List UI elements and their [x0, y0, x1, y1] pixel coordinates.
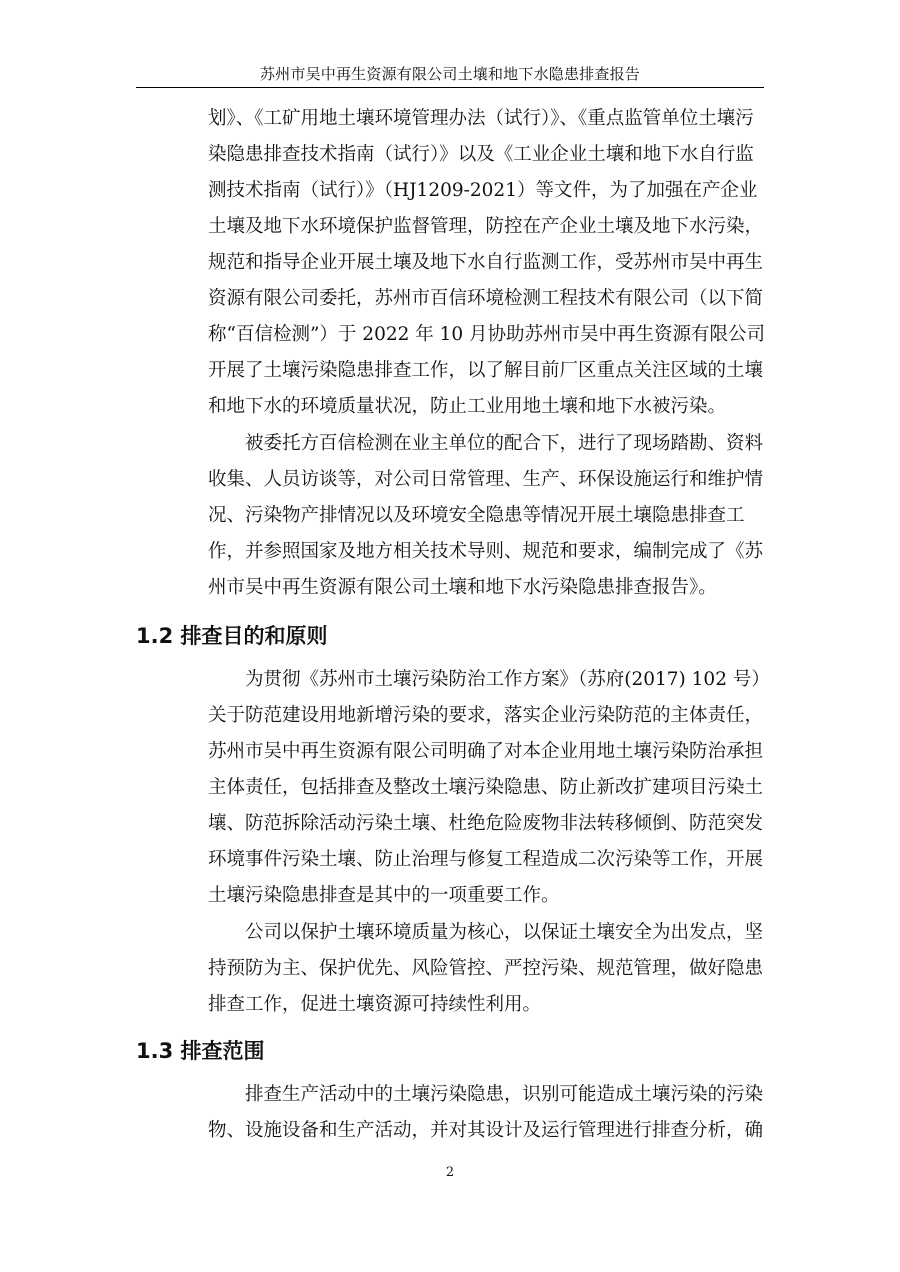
section-heading-1-3: 1.3 排查范围: [136, 1039, 265, 1063]
header-divider: [136, 87, 764, 88]
section-heading-1-2: 1.2 排查目的和原则: [136, 624, 328, 648]
scope-paragraph-1: 排查生产活动中的土壤污染隐患，识别可能造成土壤污染的污染物、设施设备和生产活动，并对其设计及运行管理进行排查分析，确: [208, 1084, 764, 1141]
intro-paragraph-1: 划》、《工矿用地土壤环境管理办法（试行）》、《重点监管单位土壤污染隐患排查技术指南（试行）》以及《工业企业土壤和地下水自行监测技术指南（试行）》（HJ1209-2021）等文件，为了加强在产企业土壤及地下水环境保护监督管理，防控在产企业土壤及地下水污染，规范和指导企业开展土壤及地下水自行监测工作，受苏州市吴中再生资源有限公司委托，苏州市百信环境检测工程技术有限公司（以下简称“百信检测”）于 2022 年 10 月协助苏州市吴中再生资源有限公司开展了土壤污染隐患排查工作，以了解目前厂区重点关注区域的土壤和地下水的环境质量状况，防止工业用地土壤和地下水被污染。: [208, 108, 766, 417]
intro-paragraph-2: 被委托方百信检测在业主单位的配合下，进行了现场踏勘、资料收集、人员访谈等，对公司日常管理、生产、环保设施运行和维护情况、污染物产排情况以及环境安全隐患等情况开展土壤隐患排查工作，并参照国家及地方相关技术导则、规范和要求，编制完成了《苏州市吴中再生资源有限公司土壤和地下水污染隐患排查报告》。: [208, 433, 764, 598]
purpose-paragraph-1: 为贯彻《苏州市土壤污染防治工作方案》（苏府(2017) 102 号）关于防范建设用地新增污染的要求，落实企业污染防范的主体责任，苏州市吴中再生资源有限公司明确了对本企业用地土壤污染防治承担主体责任，包括排查及整改土壤污染隐患、防止新改扩建项目污染土壤、防范拆除活动污染土壤、杜绝危险废物非法转移倾倒、防范突发环境事件污染土壤、防止治理与修复工程造成二次污染等工作，开展土壤污染隐患排查是其中的一项重要工作。: [208, 669, 764, 906]
running-header: 苏州市吴中再生资源有限公司土壤和地下水隐患排查报告: [259, 65, 640, 83]
purpose-paragraph-2: 公司以保护土壤环境质量为核心，以保证土壤安全为出发点，坚持预防为主、保护优先、风险管控、严控污染、规范管理，做好隐患排查工作，促进土壤资源可持续性利用。: [208, 922, 764, 1015]
page-number: 2: [445, 1165, 455, 1180]
